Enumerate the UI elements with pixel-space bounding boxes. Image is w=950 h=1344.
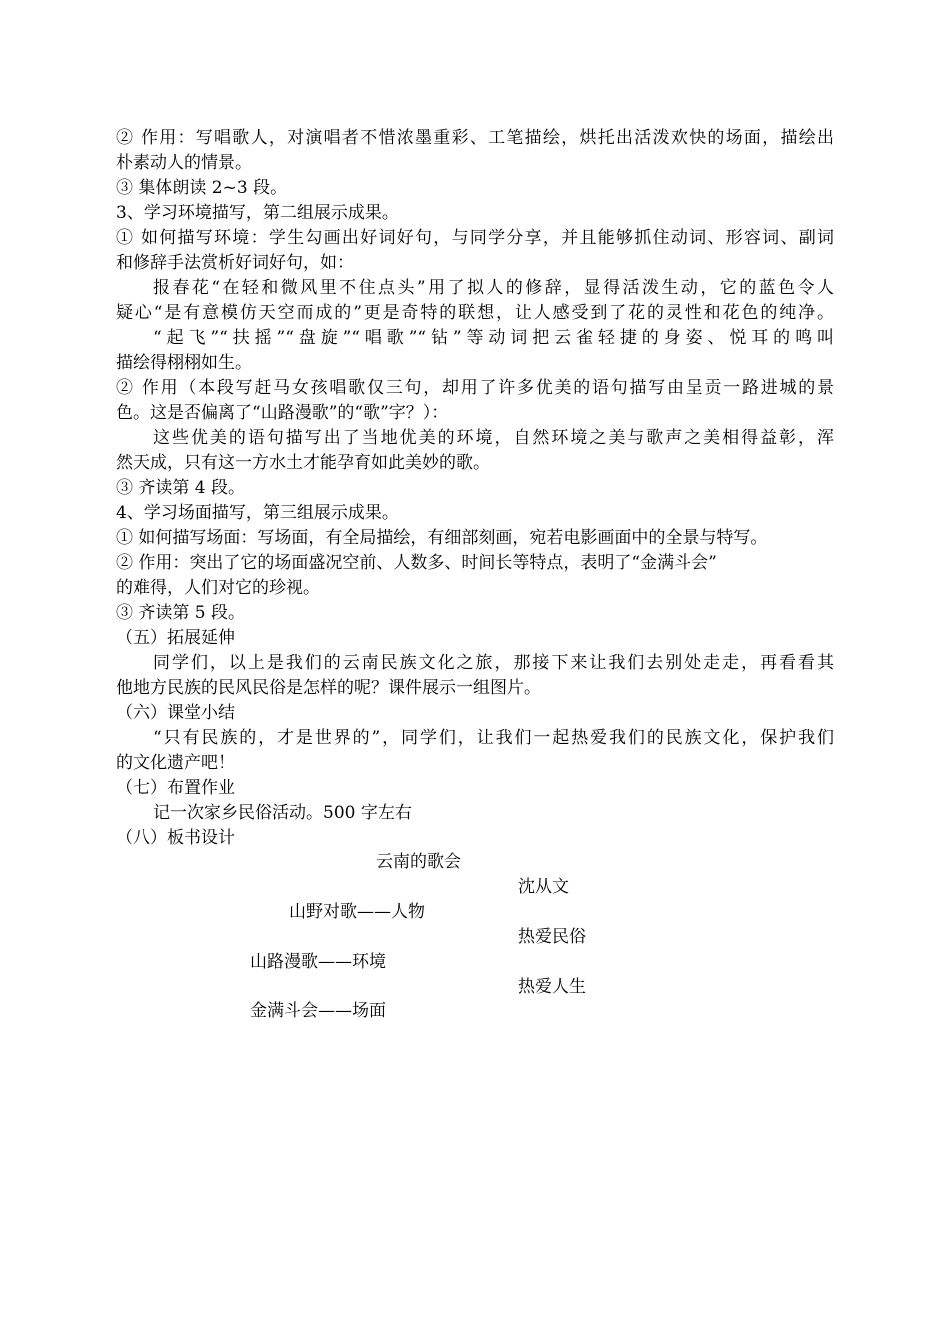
section-heading: 4、学习场面描写，第三组展示成果。 [116,503,399,523]
paragraph-line: “起飞”“扶摇”“盘旋”“唱歌”“钻”等动词把云雀轻捷的身姿、悦耳的鸣叫 [153,328,834,348]
paragraph-line: ② 作用（本段写赶马女孩唱歌仅三句，却用了许多优美的语句描写由呈贡一路进城的景 [116,378,834,398]
board-title: 云南的歌会 [376,852,461,872]
section-heading: （六）课堂小结 [116,703,235,723]
board-theme: 热爱人生 [518,977,586,997]
section-heading: 3、学习环境描写，第二组展示成果。 [116,203,399,223]
paragraph-line: 疑心“是有意模仿天空而成的”更是奇特的联想，让人感受到了花的灵性和花色的纯净。 [116,303,834,323]
paragraph-line: “只有民族的，才是世界的”，同学们，让我们一起热爱我们的民族文化，保护我们 [153,728,834,748]
paragraph-line: 色。这是否偏离了“山路漫歌”的“歌”字？）： [116,403,449,423]
paragraph-line: 的文化遗产吧！ [116,753,235,773]
paragraph-line: 朴素动人的情景。 [116,153,252,173]
paragraph-line: ① 如何描写环境：学生勾画出好词好句，与同学分享，并且能够抓住动词、形容词、副词 [116,228,834,248]
paragraph-line: 报春花“在轻和微风里不住点头”用了拟人的修辞，显得活泼生动，它的蓝色令人 [153,278,834,298]
paragraph-line: 和修辞手法赏析好词好句，如： [116,253,354,273]
paragraph-line: 同学们，以上是我们的云南民族文化之旅，那接下来让我们去别处走走，再看看其 [153,653,834,673]
paragraph-line: 他地方民族的民风民俗是怎样的呢？课件展示一组图片。 [116,678,541,698]
section-heading: （八）板书设计 [116,828,235,848]
board-item: 金满斗会——场面 [250,1001,386,1021]
paragraph-line: 然天成，只有这一方水土才能孕育如此美妙的歌。 [116,453,490,473]
board-author: 沈从文 [518,877,569,897]
paragraph-line: ③ 集体朗读 2~3 段。 [116,178,288,198]
board-theme: 热爱民俗 [518,927,586,947]
board-item: 山路漫歌——环境 [250,952,386,972]
paragraph-line: ③ 齐读第 4 段。 [116,478,246,498]
paragraph-line: ③ 齐读第 5 段。 [116,603,246,623]
paragraph-line: 记一次家乡民俗活动。500 字左右 [153,803,412,823]
board-item: 山野对歌——人物 [289,902,425,922]
paragraph-line: 的难得，人们对它的珍视。 [116,578,320,598]
paragraph-line: ② 作用：突出了它的场面盛况空前、人数多、时间长等特点，表明了“金满斗会” [116,553,717,573]
section-heading: （七）布置作业 [116,778,235,798]
paragraph-line: ① 如何描写场面：写场面，有全局描绘，有细部刻画，宛若电影画面中的全景与特写。 [116,528,768,548]
paragraph-line: ② 作用：写唱歌人，对演唱者不惜浓墨重彩、工笔描绘，烘托出活泼欢快的场面，描绘出 [116,128,834,148]
paragraph-line: 这些优美的语句描写出了当地优美的环境，自然环境之美与歌声之美相得益彰，浑 [153,428,834,448]
paragraph-line: 描绘得栩栩如生。 [116,353,252,373]
section-heading: （五）拓展延伸 [116,628,235,648]
